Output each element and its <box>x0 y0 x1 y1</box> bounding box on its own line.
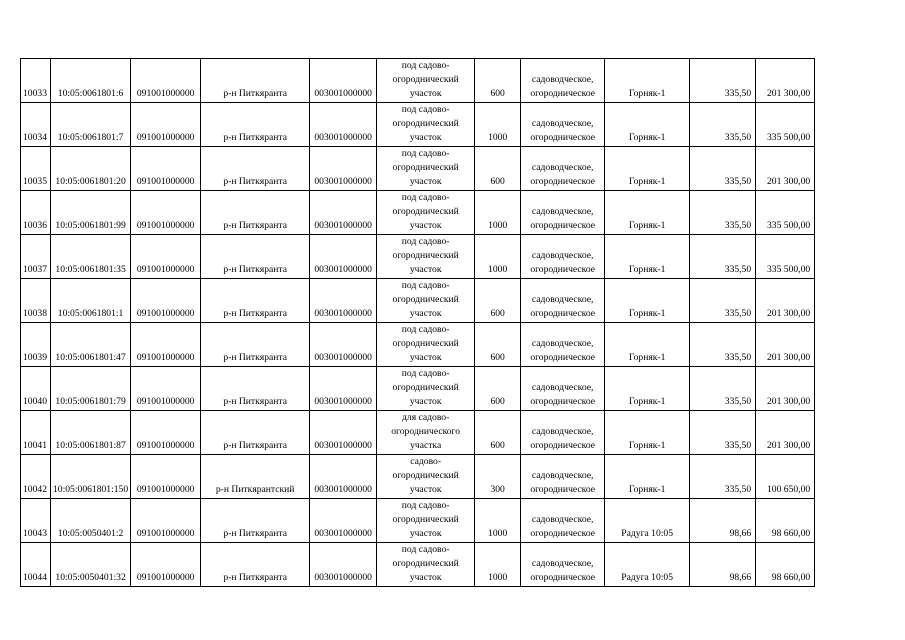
cadastral-number: 10:05:0050401:32 <box>51 543 131 587</box>
cadastral-number: 10:05:0061801:1 <box>51 279 131 323</box>
okato-code: 091001000000 <box>131 59 201 103</box>
okato-code: 091001000000 <box>131 323 201 367</box>
district-name: р-н Питкяранта <box>201 499 310 543</box>
plot-area: 600 <box>475 323 521 367</box>
cadastral-number: 10:05:0050401:2 <box>51 499 131 543</box>
district-name: р-н Питкяранта <box>201 103 310 147</box>
cadastral-value: 201 300,00 <box>756 323 815 367</box>
specific-cadastral-value: 335,50 <box>690 367 756 411</box>
plot-area: 1000 <box>475 543 521 587</box>
plot-area: 600 <box>475 59 521 103</box>
table-row <box>21 103 815 147</box>
permitted-use: под садово-огороднический участок <box>377 543 475 587</box>
permitted-use: под садово-огороднический участок <box>377 499 475 543</box>
land-use-type: садоводческое, огородническое <box>521 191 605 235</box>
district-name: р-н Питкяранта <box>201 543 310 587</box>
specific-cadastral-value: 335,50 <box>690 235 756 279</box>
row-number: 10034 <box>21 103 51 147</box>
permitted-use: под садово-огороднический участок <box>377 59 475 103</box>
table-row <box>21 323 815 367</box>
okato-code: 091001000000 <box>131 411 201 455</box>
district-name: р-н Питкярантский <box>201 455 310 499</box>
cadastral-number: 10:05:0061801:79 <box>51 367 131 411</box>
permitted-use: садово-огороднический участок <box>377 455 475 499</box>
oktmo-code: 003001000000 <box>310 103 377 147</box>
land-use-type: садоводческое, огородническое <box>521 367 605 411</box>
row-number: 10043 <box>21 499 51 543</box>
district-name: р-н Питкяранта <box>201 59 310 103</box>
cadastral-number: 10:05:0061801:47 <box>51 323 131 367</box>
cadastral-value: 201 300,00 <box>756 147 815 191</box>
okato-code: 091001000000 <box>131 235 201 279</box>
okato-code: 091001000000 <box>131 279 201 323</box>
oktmo-code: 003001000000 <box>310 59 377 103</box>
location-name: Горняк-1 <box>605 191 690 235</box>
table-body <box>21 59 815 587</box>
cadastral-number: 10:05:0061801:6 <box>51 59 131 103</box>
table-row <box>21 499 815 543</box>
location-name: Горняк-1 <box>605 411 690 455</box>
row-number: 10040 <box>21 367 51 411</box>
specific-cadastral-value: 98,66 <box>690 543 756 587</box>
oktmo-code: 003001000000 <box>310 411 377 455</box>
district-name: р-н Питкяранта <box>201 147 310 191</box>
land-use-type: садоводческое, огородническое <box>521 59 605 103</box>
permitted-use: для садово-огороднического участка <box>377 411 475 455</box>
land-use-type: садоводческое, огородническое <box>521 279 605 323</box>
district-name: р-н Питкяранта <box>201 323 310 367</box>
table-row <box>21 455 815 499</box>
specific-cadastral-value: 335,50 <box>690 59 756 103</box>
location-name: Радуга 10:05 <box>605 499 690 543</box>
oktmo-code: 003001000000 <box>310 191 377 235</box>
oktmo-code: 003001000000 <box>310 323 377 367</box>
table-row <box>21 59 815 103</box>
location-name: Радуга 10:05 <box>605 543 690 587</box>
specific-cadastral-value: 335,50 <box>690 147 756 191</box>
land-use-type: садоводческое, огородническое <box>521 147 605 191</box>
land-use-type: садоводческое, огородническое <box>521 235 605 279</box>
oktmo-code: 003001000000 <box>310 499 377 543</box>
cadastral-value: 335 500,00 <box>756 191 815 235</box>
oktmo-code: 003001000000 <box>310 543 377 587</box>
table-row <box>21 543 815 587</box>
land-use-type: садоводческое, огородническое <box>521 543 605 587</box>
oktmo-code: 003001000000 <box>310 279 377 323</box>
cadastral-value: 201 300,00 <box>756 411 815 455</box>
cadastral-value: 335 500,00 <box>756 103 815 147</box>
permitted-use: под садово-огороднический участок <box>377 191 475 235</box>
land-plots-table <box>20 58 815 587</box>
district-name: р-н Питкяранта <box>201 235 310 279</box>
plot-area: 600 <box>475 147 521 191</box>
plot-area: 600 <box>475 279 521 323</box>
row-number: 10038 <box>21 279 51 323</box>
cadastral-value: 335 500,00 <box>756 235 815 279</box>
district-name: р-н Питкяранта <box>201 411 310 455</box>
cadastral-value: 201 300,00 <box>756 367 815 411</box>
cadastral-value: 98 660,00 <box>756 543 815 587</box>
okato-code: 091001000000 <box>131 191 201 235</box>
cadastral-value: 100 650,00 <box>756 455 815 499</box>
plot-area: 600 <box>475 367 521 411</box>
cadastral-value: 201 300,00 <box>756 279 815 323</box>
plot-area: 1000 <box>475 191 521 235</box>
row-number: 10035 <box>21 147 51 191</box>
location-name: Горняк-1 <box>605 59 690 103</box>
permitted-use: под садово-огороднический участок <box>377 323 475 367</box>
row-number: 10039 <box>21 323 51 367</box>
row-number: 10037 <box>21 235 51 279</box>
oktmo-code: 003001000000 <box>310 455 377 499</box>
specific-cadastral-value: 335,50 <box>690 323 756 367</box>
plot-area: 300 <box>475 455 521 499</box>
land-use-type: садоводческое, огородническое <box>521 103 605 147</box>
cadastral-value: 201 300,00 <box>756 59 815 103</box>
plot-area: 600 <box>475 411 521 455</box>
oktmo-code: 003001000000 <box>310 235 377 279</box>
table-row <box>21 367 815 411</box>
land-use-type: садоводческое, огородническое <box>521 323 605 367</box>
specific-cadastral-value: 335,50 <box>690 455 756 499</box>
district-name: р-н Питкяранта <box>201 279 310 323</box>
row-number: 10036 <box>21 191 51 235</box>
permitted-use: под садово-огороднический участок <box>377 147 475 191</box>
location-name: Горняк-1 <box>605 279 690 323</box>
row-number: 10042 <box>21 455 51 499</box>
okato-code: 091001000000 <box>131 455 201 499</box>
cadastral-number: 10:05:0061801:20 <box>51 147 131 191</box>
cadastral-number: 10:05:0061801:7 <box>51 103 131 147</box>
location-name: Горняк-1 <box>605 103 690 147</box>
land-use-type: садоводческое, огородническое <box>521 499 605 543</box>
row-number: 10044 <box>21 543 51 587</box>
specific-cadastral-value: 335,50 <box>690 279 756 323</box>
table-row <box>21 235 815 279</box>
cadastral-number: 10:05:0061801:35 <box>51 235 131 279</box>
location-name: Горняк-1 <box>605 235 690 279</box>
land-use-type: садоводческое, огородническое <box>521 411 605 455</box>
permitted-use: под садово-огороднический участок <box>377 103 475 147</box>
permitted-use: под садово-огороднический участок <box>377 235 475 279</box>
permitted-use: под садово-огороднический участок <box>377 279 475 323</box>
table-row <box>21 191 815 235</box>
cadastral-number: 10:05:0061801:87 <box>51 411 131 455</box>
row-number: 10041 <box>21 411 51 455</box>
okato-code: 091001000000 <box>131 147 201 191</box>
oktmo-code: 003001000000 <box>310 147 377 191</box>
okato-code: 091001000000 <box>131 543 201 587</box>
location-name: Горняк-1 <box>605 323 690 367</box>
plot-area: 1000 <box>475 499 521 543</box>
row-number: 10033 <box>21 59 51 103</box>
location-name: Горняк-1 <box>605 147 690 191</box>
location-name: Горняк-1 <box>605 367 690 411</box>
specific-cadastral-value: 335,50 <box>690 411 756 455</box>
specific-cadastral-value: 335,50 <box>690 103 756 147</box>
okato-code: 091001000000 <box>131 367 201 411</box>
cadastral-value: 98 660,00 <box>756 499 815 543</box>
land-use-type: садоводческое, огородническое <box>521 455 605 499</box>
location-name: Горняк-1 <box>605 455 690 499</box>
table-row <box>21 411 815 455</box>
table-row <box>21 279 815 323</box>
oktmo-code: 003001000000 <box>310 367 377 411</box>
table-row <box>21 147 815 191</box>
plot-area: 1000 <box>475 103 521 147</box>
district-name: р-н Питкяранта <box>201 367 310 411</box>
specific-cadastral-value: 335,50 <box>690 191 756 235</box>
district-name: р-н Питкяранта <box>201 191 310 235</box>
specific-cadastral-value: 98,66 <box>690 499 756 543</box>
cadastral-number: 10:05:0061801:99 <box>51 191 131 235</box>
okato-code: 091001000000 <box>131 499 201 543</box>
plot-area: 1000 <box>475 235 521 279</box>
cadastral-number: 10:05:0061801:150 <box>51 455 131 499</box>
okato-code: 091001000000 <box>131 103 201 147</box>
permitted-use: под садово-огороднический участок <box>377 367 475 411</box>
